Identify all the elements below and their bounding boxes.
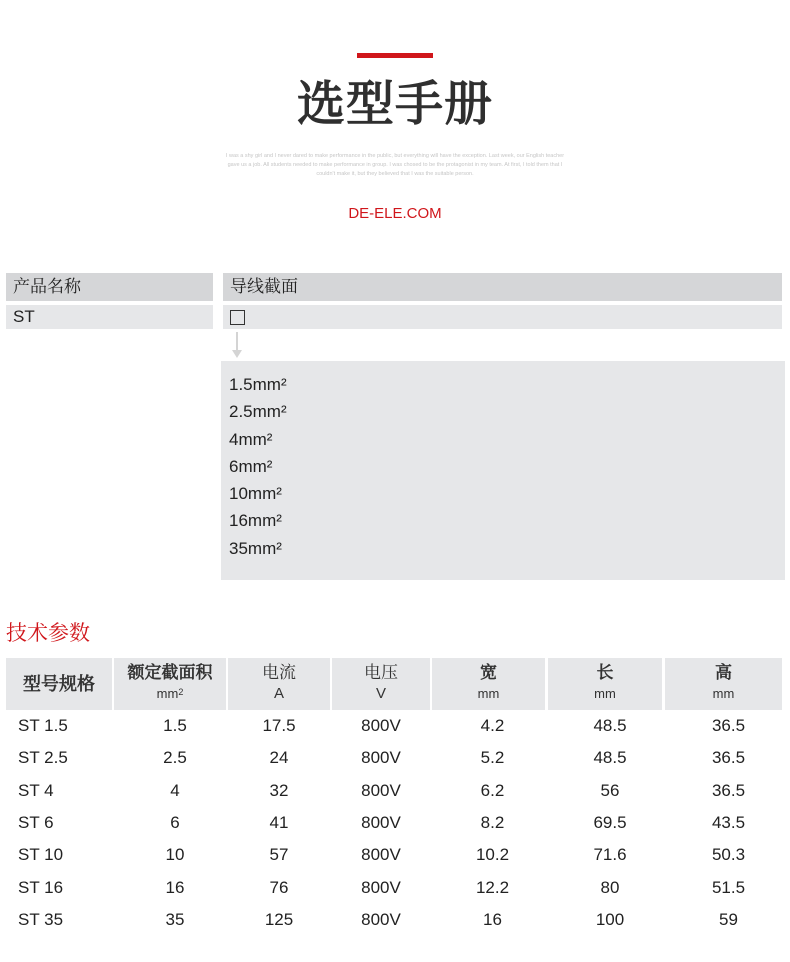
cell-height: 36.5 bbox=[711, 748, 746, 768]
table-row bbox=[0, 872, 790, 904]
wire-section-checkbox[interactable] bbox=[230, 310, 245, 325]
cell-rated-section: 4 bbox=[170, 780, 180, 800]
cell-width: 5.2 bbox=[480, 748, 505, 768]
column-header-label: 高 bbox=[715, 663, 732, 682]
cell-model: ST 16 bbox=[18, 877, 64, 897]
column-header-unit bbox=[114, 684, 226, 704]
column-header-label: 额定截面积 bbox=[127, 663, 213, 682]
cell-voltage: 800V bbox=[361, 877, 401, 897]
cell-length: 48.5 bbox=[593, 716, 627, 735]
accent-bar bbox=[357, 53, 433, 58]
cell-height: 36.5 bbox=[711, 780, 746, 800]
cell-length: 69.5 bbox=[593, 812, 627, 832]
tech-params-title: 技术参数 bbox=[6, 621, 90, 645]
column-header-unit: A bbox=[273, 685, 284, 702]
table-row bbox=[0, 710, 790, 742]
cell-rated-section: 2.5 bbox=[163, 748, 187, 768]
cell-current: 24 bbox=[269, 748, 289, 768]
product-name-header: 产品名称 bbox=[6, 273, 213, 301]
table-row bbox=[0, 839, 790, 871]
column-header-label: 宽 bbox=[480, 663, 497, 682]
cell-current: 17.5 bbox=[262, 716, 296, 735]
column-header-label: 长 bbox=[596, 663, 614, 682]
decorative-blurb: I was a shy girl and I never dared to make performance in the public, but everything will have the exception. Last week, our English teacher gave us a job. All students needed to make performance in group. I was chosed to be the protagonist in my team. At first, I told them that I couldn't make it, but they believed that I was the suitable person. bbox=[225, 153, 565, 177]
column-header-width bbox=[432, 658, 545, 710]
cell-voltage: 800V bbox=[361, 716, 401, 735]
wire-section-option[interactable]: 35mm² bbox=[229, 538, 282, 558]
cell-width: 4.2 bbox=[480, 716, 505, 735]
cell-rated-section: 10 bbox=[165, 845, 185, 865]
column-header-unit: mm bbox=[477, 686, 500, 701]
cell-current: 76 bbox=[269, 877, 289, 897]
column-header-label: 电压 bbox=[364, 663, 398, 682]
wire-section-option[interactable]: 1.5mm² bbox=[229, 375, 287, 394]
cell-voltage: 800V bbox=[361, 812, 401, 832]
cell-width: 16 bbox=[483, 909, 502, 929]
column-header-model: 型号规格 bbox=[6, 658, 112, 710]
cell-rated-section: 16 bbox=[165, 877, 185, 897]
wire-section-options-list bbox=[221, 361, 785, 580]
cell-length: 80 bbox=[600, 877, 620, 897]
cell-length: 71.6 bbox=[593, 845, 627, 865]
unit-text: mm bbox=[156, 686, 179, 701]
cell-width: 12.2 bbox=[475, 877, 510, 897]
site-url: DE-ELE.COM bbox=[348, 205, 442, 222]
cell-rated-section: 6 bbox=[170, 812, 180, 832]
wire-section-option[interactable]: 4mm² bbox=[229, 429, 273, 449]
cell-length: 48.5 bbox=[593, 748, 627, 768]
wire-section-option[interactable]: 10mm² bbox=[229, 484, 282, 504]
column-header-unit: mm bbox=[594, 686, 616, 701]
cell-width: 6.2 bbox=[480, 780, 505, 800]
cell-height: 51.5 bbox=[711, 877, 746, 897]
page-title: 选型手册 bbox=[296, 76, 493, 132]
table-row bbox=[0, 904, 790, 936]
wire-section-option[interactable]: 6mm² bbox=[229, 456, 273, 476]
table-row bbox=[0, 742, 790, 774]
table-row bbox=[0, 807, 790, 839]
column-header-height bbox=[665, 658, 782, 710]
column-header-unit: mm bbox=[712, 686, 735, 701]
cell-model: ST 35 bbox=[18, 909, 64, 929]
cell-length: 100 bbox=[595, 909, 625, 929]
cell-length: 56 bbox=[600, 780, 620, 800]
column-header-rated-section bbox=[114, 658, 226, 710]
column-header-voltage bbox=[332, 658, 430, 710]
cell-current: 125 bbox=[264, 909, 294, 929]
cell-model: ST 6 bbox=[18, 812, 54, 832]
cell-voltage: 800V bbox=[361, 909, 401, 929]
cell-voltage: 800V bbox=[361, 780, 401, 800]
column-header-unit: V bbox=[375, 685, 386, 702]
down-arrow-head-icon bbox=[232, 350, 242, 358]
cell-current: 32 bbox=[269, 780, 289, 800]
wire-section-value-row bbox=[223, 305, 782, 329]
cell-model: ST 2.5 bbox=[18, 748, 68, 768]
table-row bbox=[0, 775, 790, 807]
product-name-value: ST bbox=[6, 305, 213, 329]
wire-section-option[interactable]: 2.5mm² bbox=[229, 402, 287, 422]
cell-model: ST 10 bbox=[18, 845, 64, 865]
cell-rated-section: 1.5 bbox=[163, 716, 187, 735]
unit-superscript: 2 bbox=[178, 687, 184, 697]
wire-section-option[interactable]: 16mm² bbox=[229, 511, 282, 531]
cell-height: 50.3 bbox=[711, 845, 746, 865]
column-header-length bbox=[548, 658, 662, 710]
cell-height: 36.5 bbox=[711, 716, 746, 735]
wire-section-header: 导线截面 bbox=[223, 273, 782, 301]
cell-voltage: 800V bbox=[361, 748, 401, 768]
cell-model: ST 1.5 bbox=[18, 716, 68, 735]
cell-width: 8.2 bbox=[480, 812, 505, 832]
column-header-current bbox=[228, 658, 330, 710]
cell-height: 59 bbox=[719, 909, 738, 929]
cell-model: ST 4 bbox=[18, 780, 54, 800]
cell-current: 41 bbox=[269, 812, 289, 832]
cell-width: 10.2 bbox=[475, 845, 510, 865]
cell-voltage: 800V bbox=[361, 845, 401, 865]
cell-height: 43.5 bbox=[711, 812, 746, 832]
column-header-label: 电流 bbox=[262, 663, 296, 682]
cell-rated-section: 35 bbox=[165, 909, 185, 929]
cell-current: 57 bbox=[269, 845, 289, 865]
